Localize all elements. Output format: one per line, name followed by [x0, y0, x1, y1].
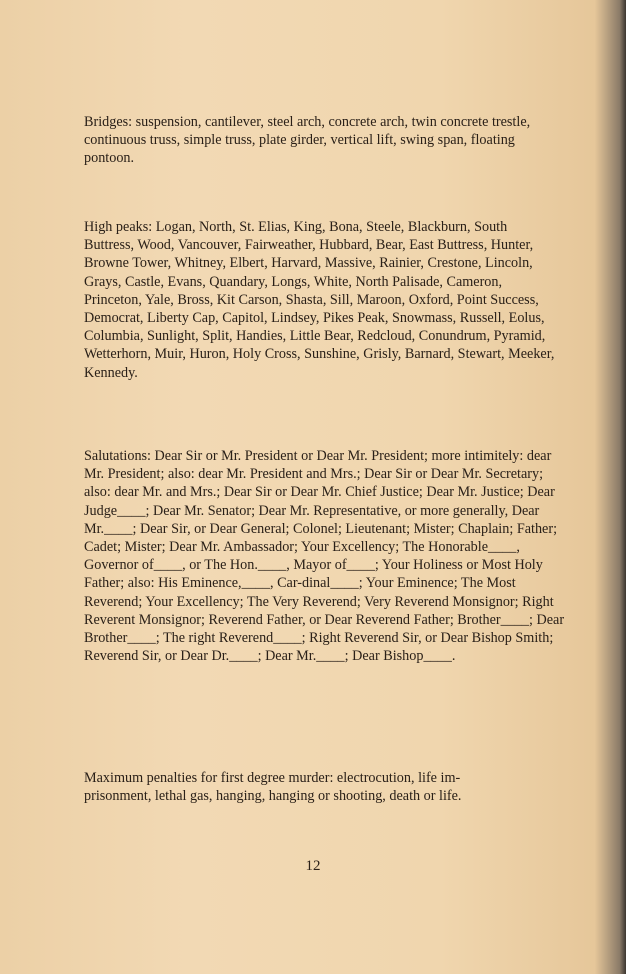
page-number: 12: [305, 858, 321, 874]
penalties-paragraph: Maximum penalties for first degree murder: electrocution, life im-prisonment, lethal gas, hanging, hanging or shooting, death or life.: [84, 770, 462, 805]
high-peaks-paragraph: High peaks: Logan, North, St. Elias, King, Bona, Steele, Blackburn, South Buttress, Wood, Vancouver, Fairweather, Hubbard, Bear, East Buttress, Hunter, Browne Tower, Whitney, Elbert, Harvard, Massive, Rainier, Crestone, Lincoln, Grays, Castle, Evans, Quandary, Longs, White, North Palisade, Cameron, Princeton, Yale, Bross, Kit Carson, Shasta, Sill, Maroon, Oxford, Point Success, Democrat, Liberty Cap, Capitol, Lindsey, Pikes Peak, Snowmass, Russell, Eolus, Columbia, Sunlight, Split, Handies, Little Bear, Redcloud, Conundrum, Pyramid, Wetterhorn, Muir, Huron, Holy Cross, Sunshine, Grisly, Barnard, Stewart, Meeker, Kennedy.: [84, 219, 555, 381]
salutations-paragraph: Salutations: Dear Sir or Mr. President or Dear Mr. President; more intimitely: dear Mr. President; also: dear Mr. President and Mrs.; Dear Sir or Dear Mr. Secretary; also: dear Mr. and Mrs.; Dear Sir or Dear Mr. Chief Justice; Dear Mr. Justice; Dear Judge____; Dear Mr. Senator; Dear Mr. Representative, or more generally, Dear Mr.____; Dear Sir, or Dear General; Colonel; Lieutenant; Mister; Chaplain; Father; Cadet; Mister; Dear Mr. Ambassador; Your Excellency; The Honorable____, Governor of____, or The Hon.____, Mayor of____; Your Holiness or Most Holy Father; also: His Eminence,____, Car-dinal____; Your Eminence; The Most Reverend; Your Excellency; The Very Reverend; Very Reverend Monsignor; Right Reverent Monsignor; Reverend Father, or Dear Reverend Father; Brother____; Dear Brother____; The right Reverend____; Right Reverend Sir, or Dear Bishop Smith; Reverend Sir, or Dear Dr.____; Dear Mr.____; Dear Bishop____.: [84, 448, 565, 665]
bridges-paragraph: Bridges: suspension, cantilever, steel arch, concrete arch, twin concrete trestle, continuous truss, simple truss, plate girder, vertical lift, swing span, floating pontoon.: [84, 114, 531, 167]
